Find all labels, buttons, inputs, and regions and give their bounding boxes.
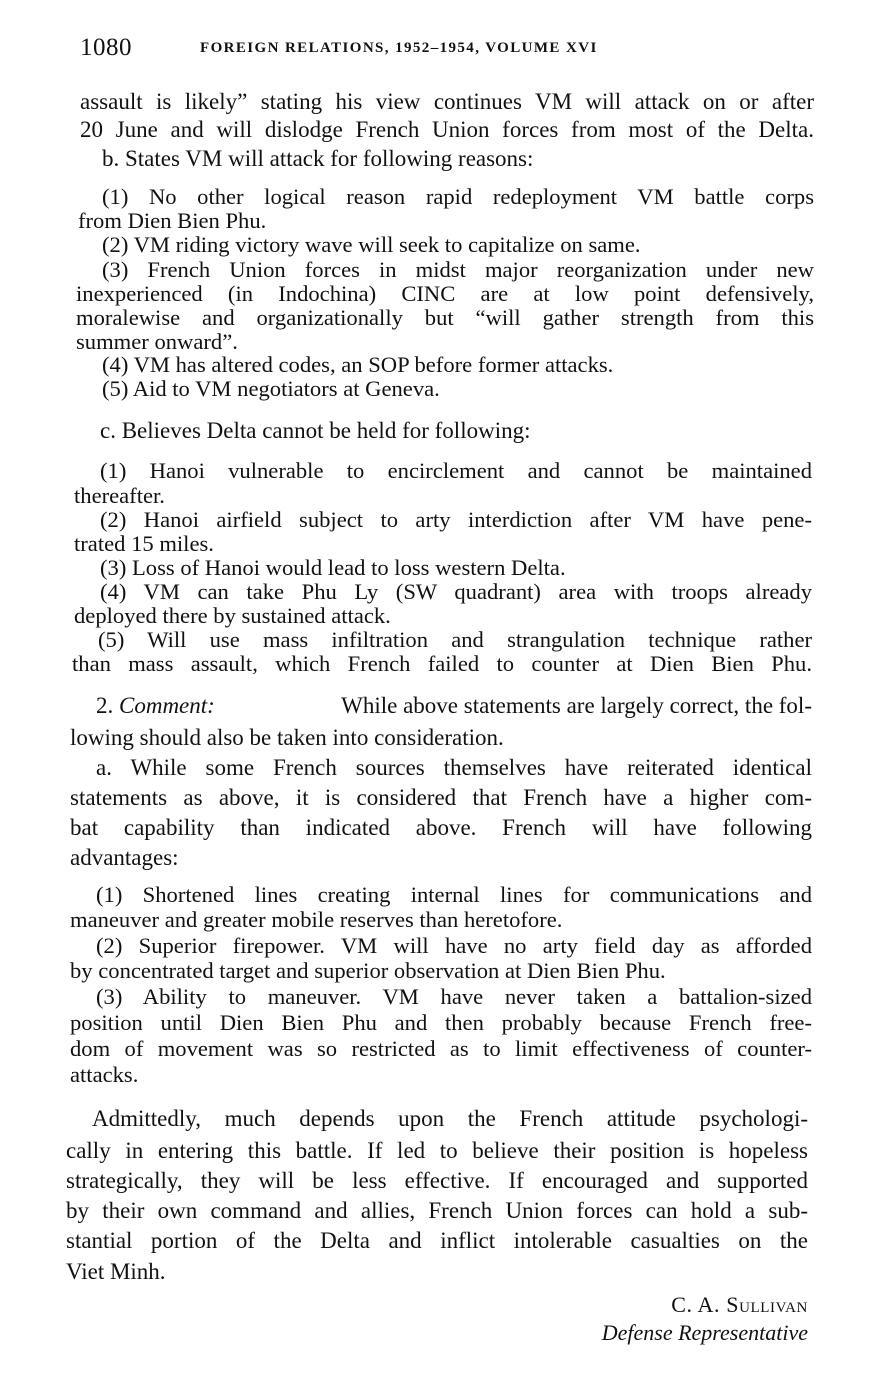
signature-initials: C. A. bbox=[671, 1292, 721, 1317]
comment-intro bbox=[96, 693, 215, 719]
body-line: lowing should also be taken into consideration. bbox=[70, 725, 504, 750]
body-line: strategically, they will be less effective. If encouraged and supported bbox=[66, 1168, 808, 1193]
list-item: (4) VM can take Phu Ly (SW quadrant) area with troops already bbox=[100, 579, 812, 604]
list-item-continuation: dom of movement was so restricted as to limit effectiveness of counter- bbox=[70, 1036, 812, 1061]
list-item-continuation: than mass assault, which French failed to counter at Dien Bien Phu. bbox=[72, 651, 812, 676]
list-item: (2) VM riding victory wave will seek to capitalize on same. bbox=[102, 232, 641, 257]
list-item: (1) Hanoi vulnerable to encirclement and cannot be maintained bbox=[100, 458, 812, 483]
list-item: (3) French Union forces in midst major reorganization under new bbox=[102, 257, 814, 282]
list-item: (2) Hanoi airfield subject to arty interdiction after VM have pene- bbox=[100, 507, 812, 532]
section-c-heading: c. Believes Delta cannot be held for following: bbox=[100, 418, 531, 443]
body-line: statements as above, it is considered that French have a higher com- bbox=[70, 785, 812, 810]
comment-line bbox=[96, 693, 812, 719]
list-item-continuation: moralewise and organizationally but “will gather strength from this bbox=[76, 305, 814, 330]
body-line: assault is likely” stating his view continues VM will attack on or after bbox=[80, 89, 814, 114]
signature-name bbox=[540, 1292, 808, 1318]
section-b-heading: b. States VM will attack for following reasons: bbox=[102, 146, 534, 171]
comment-text: While above statements are largely correct, the fol- bbox=[341, 693, 812, 718]
list-item: (3) Loss of Hanoi would lead to loss western Delta. bbox=[100, 555, 566, 580]
list-item-continuation: trated 15 miles. bbox=[74, 531, 214, 556]
body-line: Viet Minh. bbox=[66, 1259, 166, 1284]
list-item: (1) No other logical reason rapid redeployment VM battle corps bbox=[102, 184, 814, 209]
list-item: (5) Aid to VM negotiators at Geneva. bbox=[102, 376, 440, 401]
body-line: bat capability than indicated above. French will have following bbox=[70, 815, 812, 840]
comment-number: 2. bbox=[96, 693, 114, 718]
list-item-continuation: maneuver and greater mobile reserves than heretofore. bbox=[70, 907, 563, 932]
body-line: 20 June and will dislodge French Union forces from most of the Delta. bbox=[80, 117, 814, 142]
comment-label: Comment: bbox=[119, 693, 215, 718]
body-line: Admittedly, much depends upon the French attitude psychologi- bbox=[92, 1106, 808, 1131]
body-line: advantages: bbox=[70, 845, 179, 870]
list-item-continuation: position until Dien Bien Phu and then probably because French free- bbox=[70, 1010, 812, 1035]
list-item-continuation: deployed there by sustained attack. bbox=[74, 603, 391, 628]
body-line: stantial portion of the Delta and inflict intolerable casualties on the bbox=[66, 1228, 808, 1253]
list-item: (3) Ability to maneuver. VM have never taken a battalion-sized bbox=[96, 984, 812, 1009]
list-item-continuation: from Dien Bien Phu. bbox=[78, 208, 267, 233]
body-line: a. While some French sources themselves have reiterated identical bbox=[96, 755, 812, 780]
list-item: (5) Will use mass infiltration and strangulation technique rather bbox=[98, 627, 812, 652]
list-item-continuation: by concentrated target and superior observation at Dien Bien Phu. bbox=[70, 958, 666, 983]
list-item-continuation: summer onward”. bbox=[76, 329, 238, 354]
signature-surname: Sullivan bbox=[726, 1292, 808, 1317]
page-number: 1080 bbox=[80, 34, 132, 61]
body-line: by their own command and allies, French Union forces can hold a sub- bbox=[66, 1198, 808, 1223]
list-item-continuation: attacks. bbox=[70, 1062, 139, 1087]
body-line: cally in entering this battle. If led to believe their position is hopeless bbox=[66, 1138, 808, 1163]
page-header bbox=[80, 34, 810, 68]
list-item-continuation: inexperienced (in Indochina) CINC are at low point defensively, bbox=[76, 281, 814, 306]
list-item-continuation: thereafter. bbox=[74, 483, 165, 508]
running-head: FOREIGN RELATIONS, 1952–1954, VOLUME XVI bbox=[200, 40, 598, 56]
list-item: (1) Shortened lines creating internal lines for communications and bbox=[96, 882, 812, 907]
signature-title: Defense Representative bbox=[601, 1320, 808, 1345]
list-item: (4) VM has altered codes, an SOP before former attacks. bbox=[102, 352, 614, 377]
list-item: (2) Superior firepower. VM will have no arty field day as afforded bbox=[96, 933, 812, 958]
